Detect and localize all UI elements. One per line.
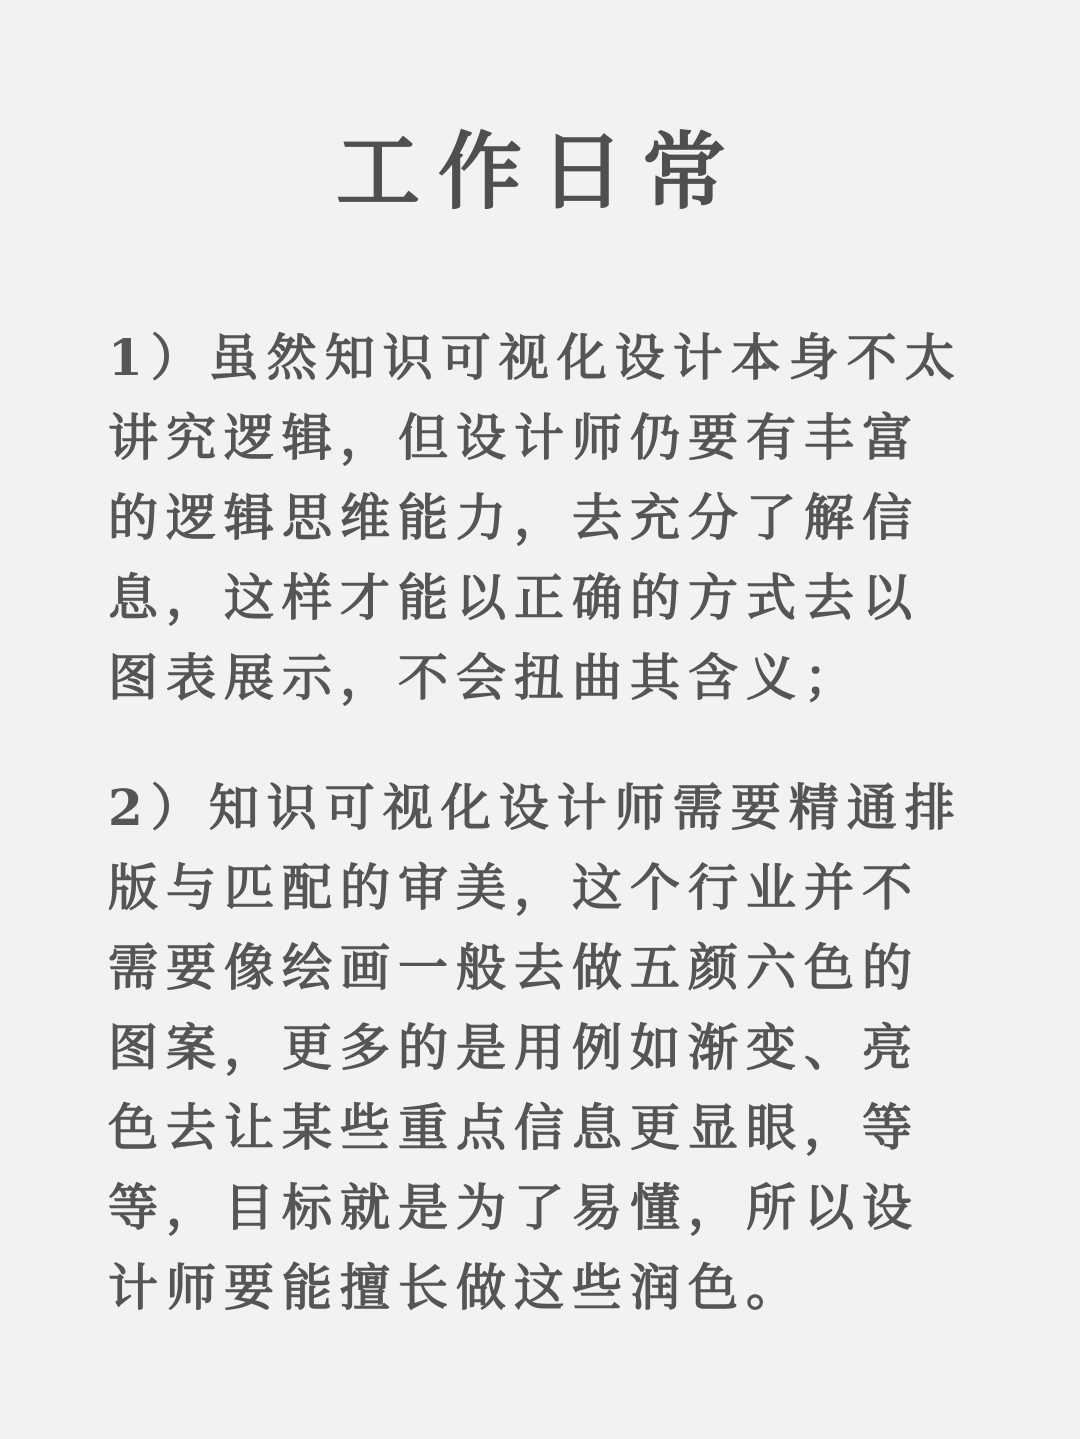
paragraph-line: 等，目标就是为了易懂，所以设 bbox=[108, 1178, 920, 1237]
paragraph-line: 讲究逻辑，但设计师仍要有丰富 bbox=[108, 408, 920, 467]
page-title: 工作日常 bbox=[335, 122, 744, 221]
paragraph-line: 计师要能擅长做这些润色。 bbox=[108, 1258, 804, 1317]
paragraph-line: 的逻辑思维能力，去充分了解信 bbox=[108, 488, 920, 547]
paragraph-line: 版与匹配的审美，这个行业并不 bbox=[108, 858, 920, 917]
paragraph-line: 需要像绘画一般去做五颜六色的 bbox=[108, 938, 920, 997]
paragraph-line: 1）虽然知识可视化设计本身不太 bbox=[108, 328, 963, 387]
paragraph-line: 图表展示，不会扭曲其含义； bbox=[108, 648, 862, 707]
paragraph-line: 图案，更多的是用例如渐变、亮 bbox=[108, 1018, 920, 1077]
paragraph-line: 色去让某些重点信息更显眼，等 bbox=[108, 1098, 920, 1157]
paragraph-line: 2）知识可视化设计师需要精通排 bbox=[108, 778, 963, 837]
paragraph-1 bbox=[108, 318, 972, 718]
paragraph-2 bbox=[108, 768, 972, 1328]
paragraph-line: 息，这样才能以正确的方式去以 bbox=[108, 568, 920, 627]
